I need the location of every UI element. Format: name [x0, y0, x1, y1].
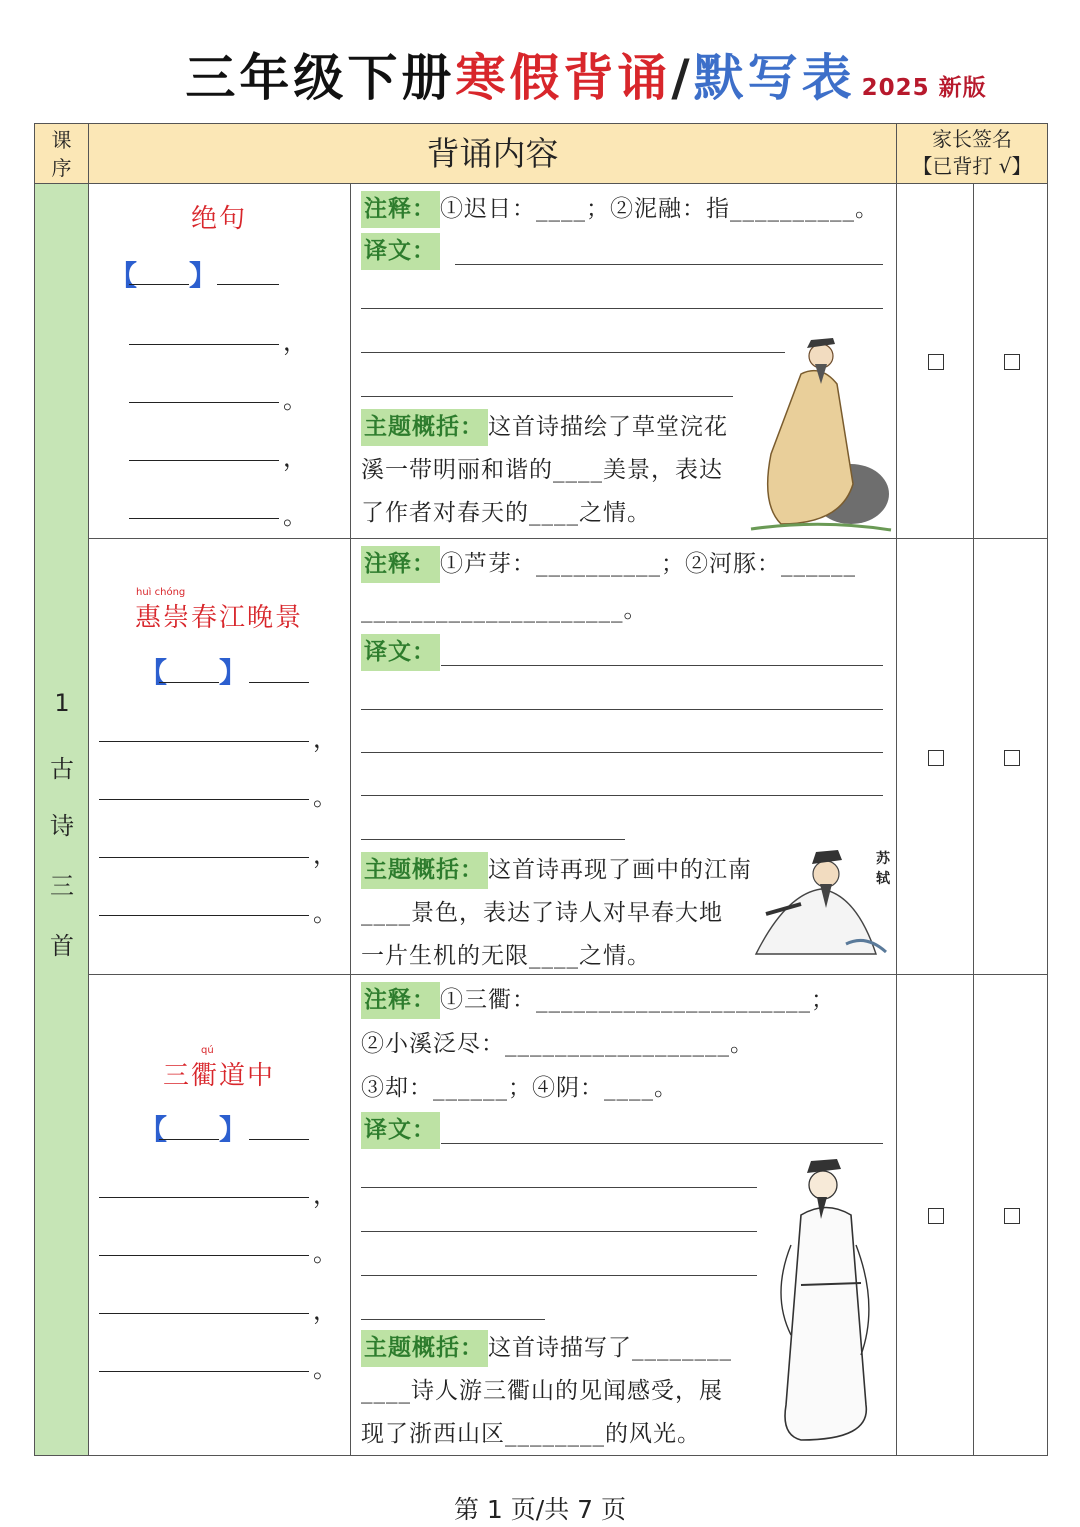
verse-blank[interactable]	[99, 1197, 309, 1198]
poem-title: 三衢道中	[162, 1061, 275, 1091]
comma: ，	[313, 1181, 337, 1209]
header-lesson-char: 序	[51, 156, 72, 180]
period: 。	[313, 1355, 337, 1383]
notes-line	[361, 194, 879, 224]
header-sign-line1: 家长签名	[932, 127, 1012, 151]
title-recite: 寒假背诵	[455, 49, 672, 107]
title-pinyin: qú	[201, 1045, 214, 1056]
header-lesson-char: 课	[51, 128, 72, 152]
notes-tag: 注释：	[361, 191, 440, 228]
comma: ，	[313, 725, 337, 753]
poem-blank-area	[89, 539, 351, 974]
lesson-char: 诗	[50, 812, 74, 840]
theme-line	[361, 855, 752, 885]
page-footer: 第 1 页/共 7 页	[453, 1495, 627, 1524]
translation-tag: 译文：	[361, 1112, 440, 1149]
translation-blank[interactable]	[361, 352, 785, 353]
recited-checkbox[interactable]	[928, 750, 944, 766]
verse-blank[interactable]	[129, 460, 279, 461]
dynasty-blank[interactable]	[159, 1139, 219, 1140]
theme-text: 这首诗描绘了草堂浣花	[488, 414, 728, 440]
sign-cell-1	[897, 975, 974, 1455]
poet-su-shi-illustration	[726, 834, 896, 974]
period: 。	[313, 1239, 337, 1267]
lesson-number: 1	[54, 689, 70, 717]
theme-line: 现了浙西山区________的风光。	[361, 1421, 701, 1447]
poem-content-area	[351, 184, 897, 538]
title-edition: 2025 新版	[861, 75, 987, 101]
translation-label	[361, 236, 440, 266]
lesson-label	[35, 184, 89, 1455]
comma: ，	[313, 1297, 337, 1325]
dynasty-bracket-open: 【	[139, 656, 168, 689]
verse-blank[interactable]	[129, 518, 279, 519]
recited-checkbox[interactable]	[1004, 354, 1020, 370]
dynasty-blank[interactable]	[159, 682, 219, 683]
poem-blank-area	[89, 975, 351, 1455]
notes-text: ①迟日：____；②泥融：指__________。	[440, 196, 879, 222]
verse-blank[interactable]	[129, 402, 279, 403]
recited-checkbox[interactable]	[1004, 1208, 1020, 1224]
header-lesson-text	[35, 126, 88, 182]
translation-blank[interactable]	[361, 1231, 757, 1232]
author-blank[interactable]	[249, 1139, 309, 1140]
verse-blank[interactable]	[99, 1255, 309, 1256]
dynasty-bracket-close: 】	[219, 656, 248, 689]
poet-zeng-ji-illustration	[761, 1155, 891, 1450]
theme-line	[361, 1333, 732, 1363]
translation-blank[interactable]	[361, 1187, 757, 1188]
theme-line: ____景色，表达了诗人对早春大地	[361, 900, 723, 926]
translation-blank[interactable]	[361, 795, 883, 796]
verse-blank[interactable]	[99, 799, 309, 800]
figure-caption: 苏轼	[876, 851, 890, 887]
dynasty-blank[interactable]	[129, 284, 189, 285]
header-parent-sign	[897, 124, 1047, 184]
page-title	[0, 44, 1080, 122]
verse-blank[interactable]	[99, 1313, 309, 1314]
poet-du-fu-illustration	[741, 334, 893, 536]
translation-label	[361, 1115, 440, 1145]
title-grade: 三年级下册	[185, 49, 456, 107]
lesson-char: 古	[50, 755, 74, 783]
verse-blank[interactable]	[99, 741, 309, 742]
theme-line: 溪一带明丽和谐的____美景，表达	[361, 457, 723, 483]
sign-cell-2	[974, 184, 1047, 538]
notes-text: ①芦芽：__________；②河豚：______	[440, 551, 856, 577]
sign-cell-2	[974, 539, 1047, 974]
theme-line: 一片生机的无限____之情。	[361, 943, 651, 969]
translation-label	[361, 637, 440, 667]
notes-line: ②小溪泛尽：__________________。	[361, 1031, 754, 1057]
translation-blank[interactable]	[361, 752, 883, 753]
notes-text: ①三衢：______________________；	[440, 987, 835, 1013]
translation-blank[interactable]	[441, 1143, 883, 1144]
comma: ，	[313, 841, 337, 869]
header-content: 背诵内容	[89, 124, 897, 184]
lesson-char: 三	[50, 872, 74, 900]
theme-text: 这首诗再现了画中的江南	[488, 857, 752, 883]
lesson-char: 首	[50, 932, 74, 960]
author-blank[interactable]	[217, 284, 279, 285]
poem-blank-area	[89, 184, 351, 538]
recitation-table	[34, 123, 1048, 1456]
recited-checkbox[interactable]	[1004, 750, 1020, 766]
notes-line	[361, 985, 835, 1015]
theme-tag: 主题概括：	[361, 409, 488, 446]
sign-cell-1	[897, 539, 974, 974]
translation-blank[interactable]	[361, 308, 883, 309]
poem-row-1	[89, 184, 1047, 539]
sign-cell-2	[974, 975, 1047, 1455]
translation-blank[interactable]	[361, 396, 733, 397]
verse-blank[interactable]	[129, 344, 279, 345]
dynasty-bracket-close: 】	[189, 259, 218, 292]
theme-tag: 主题概括：	[361, 1330, 488, 1367]
dynasty-bracket-close: 】	[219, 1113, 248, 1146]
poem-row-3	[89, 975, 1047, 1455]
theme-text: 这首诗描写了________	[488, 1335, 732, 1361]
period: 。	[283, 386, 307, 414]
title-dictation: 默写表	[693, 49, 856, 107]
poem-content-area	[351, 975, 897, 1455]
notes-line: _____________________。	[361, 597, 648, 623]
verse-blank[interactable]	[99, 857, 309, 858]
title-pinyin: huì chóng	[136, 587, 186, 598]
translation-blank[interactable]	[361, 1275, 757, 1276]
theme-line	[361, 412, 728, 442]
poem-row-2	[89, 539, 1047, 975]
recited-checkbox[interactable]	[928, 354, 944, 370]
title-slash: /	[671, 49, 694, 107]
translation-blank[interactable]	[361, 1319, 545, 1320]
notes-tag: 注释：	[361, 546, 440, 583]
period: 。	[313, 899, 337, 927]
translation-blank[interactable]	[361, 709, 883, 710]
verse-blank[interactable]	[99, 1371, 309, 1372]
verse-blank[interactable]	[99, 915, 309, 916]
poem-content-area	[351, 539, 897, 974]
translation-tag: 译文：	[361, 634, 440, 671]
notes-line	[361, 549, 856, 579]
theme-line: ____诗人游三衢山的见闻感受，展	[361, 1378, 723, 1404]
author-blank[interactable]	[249, 682, 309, 683]
translation-blank[interactable]	[361, 839, 625, 840]
comma: ，	[283, 328, 307, 356]
period: 。	[283, 502, 307, 530]
notes-line: ③却：______；④阴：____。	[361, 1075, 678, 1101]
header-sign-line2: 【已背打 √】	[912, 154, 1032, 178]
theme-tag: 主题概括：	[361, 852, 488, 889]
poem-title: 绝句	[190, 204, 247, 234]
translation-tag: 译文：	[361, 233, 440, 270]
recited-checkbox[interactable]	[928, 1208, 944, 1224]
translation-blank[interactable]	[455, 264, 883, 265]
notes-tag: 注释：	[361, 982, 440, 1019]
dynasty-bracket-open: 【	[139, 1113, 168, 1146]
header-lesson-order	[35, 124, 89, 184]
poem-title: 惠崇春江晚景	[134, 603, 303, 633]
period: 。	[313, 783, 337, 811]
dynasty-bracket-open: 【	[109, 259, 138, 292]
comma: ，	[283, 444, 307, 472]
theme-line: 了作者对春天的____之情。	[361, 500, 651, 526]
sign-cell-1	[897, 184, 974, 538]
translation-blank[interactable]	[441, 665, 883, 666]
